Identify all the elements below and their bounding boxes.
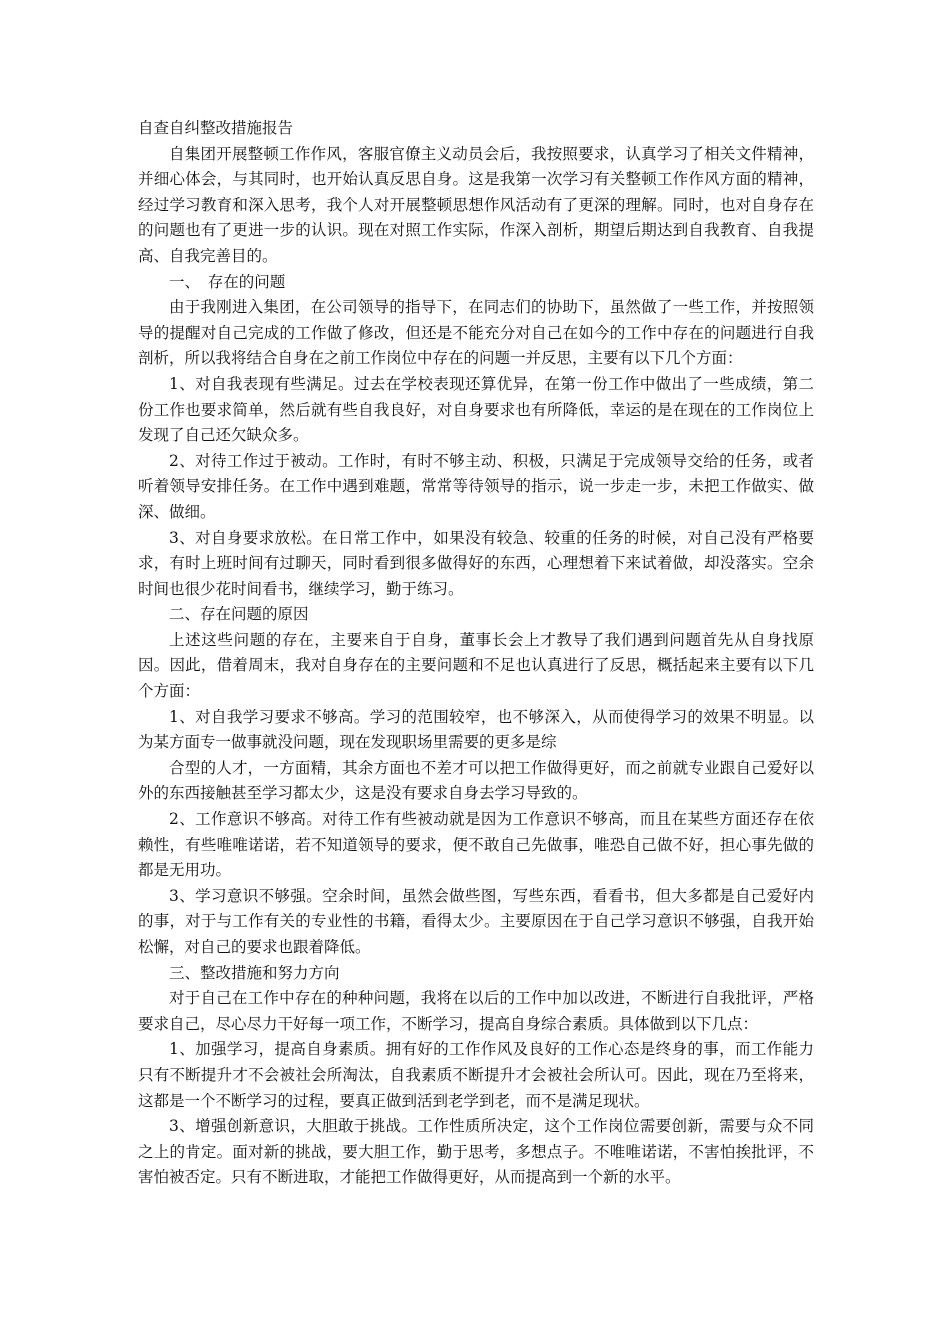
paragraph-measure-3: 3、增强创新意识，大胆敢于挑战。工作性质所决定，这个工作岗位需要创新，需要与众不同之上的肯定。面对新的挑战，要大胆工作，勤于思考，多想点子。不唯唯诺诺，不害怕挨批评，不害怕被否定。只有不断进取，才能把工作做得更好，从而提高到一个新的水平。 [138, 1117, 814, 1187]
section-heading-measures: 三、整改措施和努力方向 [169, 963, 340, 982]
paragraph-cause-3: 3、学习意识不够强。空余时间，虽然会做些图，写些东西，看看书，但大多都是自己爱好内的事，对于与工作有关的专业性的书籍，看得太少。主要原因在于自己学习意识不够强，自我开始松懈，对自己的要求也跟着降低。 [138, 886, 814, 956]
paragraph-cause-2: 2、工作意识不够高。对待工作有些被动就是因为工作意识不够高，而且在某些方面还存在依赖性，有些唯唯诺诺，若不知道领导的要求，便不敢自己先做事，唯恐自己做不好，担心事先做的都是无用功。 [138, 810, 814, 880]
paragraph-cause-1: 1、对自我学习要求不够高。学习的范围较窄，也不够深入，从而使得学习的效果不明显。以为某方面专一做事就没问题，现在发现职场里需要的更多是综 [138, 707, 814, 752]
paragraph-measure-1: 1、加强学习，提高自身素质。拥有好的工作作风及良好的工作心态是终身的事，而工作能力只有不断提升才不会被社会所淘汰，自我素质不断提升才会被社会所认可。因此，现在乃至将来，这都是一个不断学习的过程，要真正做到活到老学到老，而不是满足现状。 [138, 1040, 814, 1110]
paragraph-measures-intro: 对于自己在工作中存在的种种问题，我将在以后的工作中加以改进，不断进行自我批评，严格要求自己，尽心尽力干好每一项工作，不断学习，提高自身综合素质。具体做到以下几点： [138, 989, 814, 1033]
paragraph-problem-2: 2、对待工作过于被动。工作时，有时不够主动、积极，只满足于完成领导交给的任务，或者听着领导安排任务。在工作中遇到难题，常常等待领导的指示，说一步走一步，未把工作做实、做深、做细。 [138, 451, 814, 521]
section-heading-problems: 一、 存在的问题 [169, 272, 286, 291]
section-heading-causes: 二、存在问题的原因 [169, 605, 309, 624]
paragraph-problem-1: 1、对自我表现有些满足。过去在学校表现还算优异，在第一份工作中做出了一些成绩，第二份工作也要求简单，然后就有些自我良好，对自身要求也有所降低，幸运的是在现在的工作岗位上发现了自己还欠缺众多。 [138, 374, 814, 445]
document-page [138, 116, 814, 1191]
paragraph-intro: 自集团开展整顿工作作风，客服官僚主义动员会后，我按照要求，认真学习了相关文件精神，并细心体会，与其同时，也开始认真反思自身。这是我第一次学习有关整顿工作作风方面的精神，经过学习教育和深入思考，我个人对开展整顿思想作风活动有了更深的理解。同时，也对自身存在的问题也有了更进一步的认识。现在对照工作实际，作深入剖析，期望后期达到自我教育、自我提高、自我完善目的。 [138, 144, 814, 265]
paragraph-problem-3: 3、对自身要求放松。在日常工作中，如果没有较急、较重的任务的时候，对自己没有严格要求，有时上班时间有过聊天，同时看到很多做得好的东西，心理想着下来试着做，却没落实。空余时间也很少花时间看书，继续学习，勤于练习。 [138, 528, 814, 598]
paragraph-cause-1-continued: 合型的人才，一方面精，其余方面也不差才可以把工作做得更好，而之前就专业跟自己爱好以外的东西接触甚至学习都太少，这是没有要求自身去学习导致的。 [138, 758, 814, 803]
paragraph-causes-intro: 上述这些问题的存在，主要来自于自身，董事长会上才教导了我们遇到问题首先从自身找原因。因此，借着周末，我对自身存在的主要问题和不足也认真进行了反思，概括起来主要有以下几个方面： [138, 630, 814, 701]
paragraph-problems-intro: 由于我刚进入集团，在公司领导的指导下，在同志们的协助下，虽然做了一些工作，并按照领导的提醒对自己完成的工作做了修改，但还是不能充分对自己在如今的工作中存在的问题进行自我剖析，所以我将结合自身在之前工作岗位中存在的问题一并反思，主要有以下几个方面： [138, 298, 814, 368]
document-title: 自查自纠整改措施报告 [138, 119, 294, 137]
